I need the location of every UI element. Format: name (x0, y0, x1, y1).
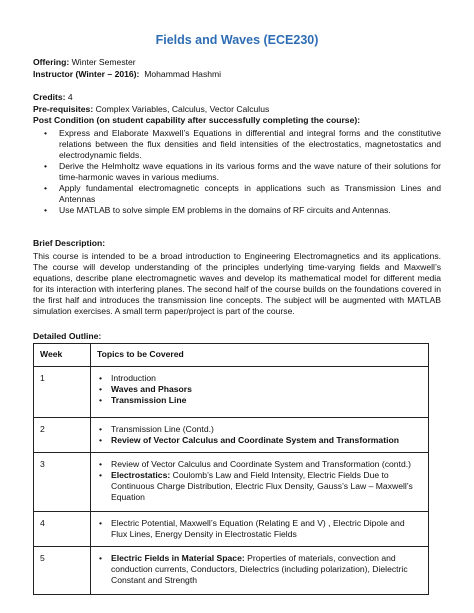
credits-value: 4 (67, 92, 73, 102)
week-cell: 3 (34, 453, 91, 512)
topics-cell (91, 418, 429, 453)
topic-item: • Waves and Phasors (97, 384, 422, 395)
topics-cell (91, 367, 429, 418)
post-condition-item: • Use MATLAB to solve simple EM problems in the domains of RF circuits and Antennas. (33, 205, 441, 216)
topics-cell (91, 547, 429, 595)
topic-item: • Introduction (97, 373, 422, 384)
post-condition-item: • Derive the Helmholtz wave equations in its various forms and the wave nature of their solutions for time-harmonic waves in various mediums. (33, 161, 441, 183)
topic-item: • Transmission Line (Contd.) (97, 424, 422, 435)
table-row (34, 453, 429, 512)
table-header-row (34, 344, 429, 367)
post-condition-list (33, 128, 441, 216)
offering-value: Winter Semester (71, 57, 136, 67)
instructor-value: Mohammad Hashmi (144, 69, 222, 79)
brief-description-text: This course is intended to be a broad introduction to Engineering Electromagnetics and its applications. The course will develop understanding of the principles underlying time-varying fields and Maxwell’s equations, describe plane electromagnetic waves and develop its mathematical model for different media for its interaction with interfering planes. The second half of the course builds on the foundations covered in the first half and introduces the transmission line concepts. The subject will be augmented with MATLAB simulation exercises. A small term paper/project is part of the course. (33, 251, 441, 316)
week-cell: 2 (34, 418, 91, 453)
prerequisites-label: Pre-requisites: (33, 104, 94, 114)
topic-item: • Electric Fields in Material Space: Properties of materials, convection and conduction currents, Conductors, Dielectrics (including polarization), Dielectric Constant and Strength (97, 553, 422, 586)
table-row (34, 512, 429, 547)
table-row (34, 547, 429, 595)
credits-label: Credits: (33, 92, 66, 102)
post-condition-item: • Apply fundamental electromagnetic concepts in applications such as Transmission Lines and Antennas (33, 183, 441, 205)
topic-item: • Electric Potential, Maxwell’s Equation (Relating E and V) , Electric Dipole and Flux Lines, Energy Density in Electrostatic Fields (97, 518, 422, 540)
topic-item: • Review of Vector Calculus and Coordinate System and Transformation (97, 435, 422, 446)
topic-item: • Transmission Line (97, 395, 422, 406)
instructor-line (33, 69, 221, 80)
topic-item: • Review of Vector Calculus and Coordinate System and Transformation (contd.) (97, 459, 422, 470)
post-condition-heading: Post Condition (on student capability after successfully completing the course): (33, 115, 361, 125)
outline-table (33, 343, 429, 595)
table-row (34, 367, 429, 418)
prerequisites-value: Complex Variables, Calculus, Vector Calculus (95, 104, 270, 114)
topics-column-header: Topics to be Covered (91, 344, 429, 367)
table-row (34, 418, 429, 453)
week-cell: 1 (34, 367, 91, 418)
prerequisites-line (33, 104, 269, 115)
detailed-outline-heading: Detailed Outline: (33, 331, 102, 341)
offering-line (33, 57, 136, 68)
topics-cell (91, 512, 429, 547)
brief-description-heading: Brief Description: (33, 238, 106, 248)
page-title: Fields and Waves (ECE230) (155, 33, 319, 47)
week-cell: 5 (34, 547, 91, 595)
topic-item: • Electrostatics: Coulomb’s Law and Field Intensity, Electric Fields Due to Continuous Charge Distribution, Electric Flux Density, Gauss’s Law – Maxwell’s Equation (97, 470, 422, 503)
post-condition-item: • Express and Elaborate Maxwell’s Equations in differential and integral forms and the constitutive relations between the flux densities and field intensities of the electrostatics, magnetostatics and electrodynamic fields. (33, 128, 441, 161)
topics-cell (91, 453, 429, 512)
week-column-header: Week (34, 344, 91, 367)
credits-line (33, 92, 73, 103)
offering-label: Offering: (33, 57, 70, 67)
week-cell: 4 (34, 512, 91, 547)
instructor-label: Instructor (Winter – 2016): (33, 69, 140, 79)
